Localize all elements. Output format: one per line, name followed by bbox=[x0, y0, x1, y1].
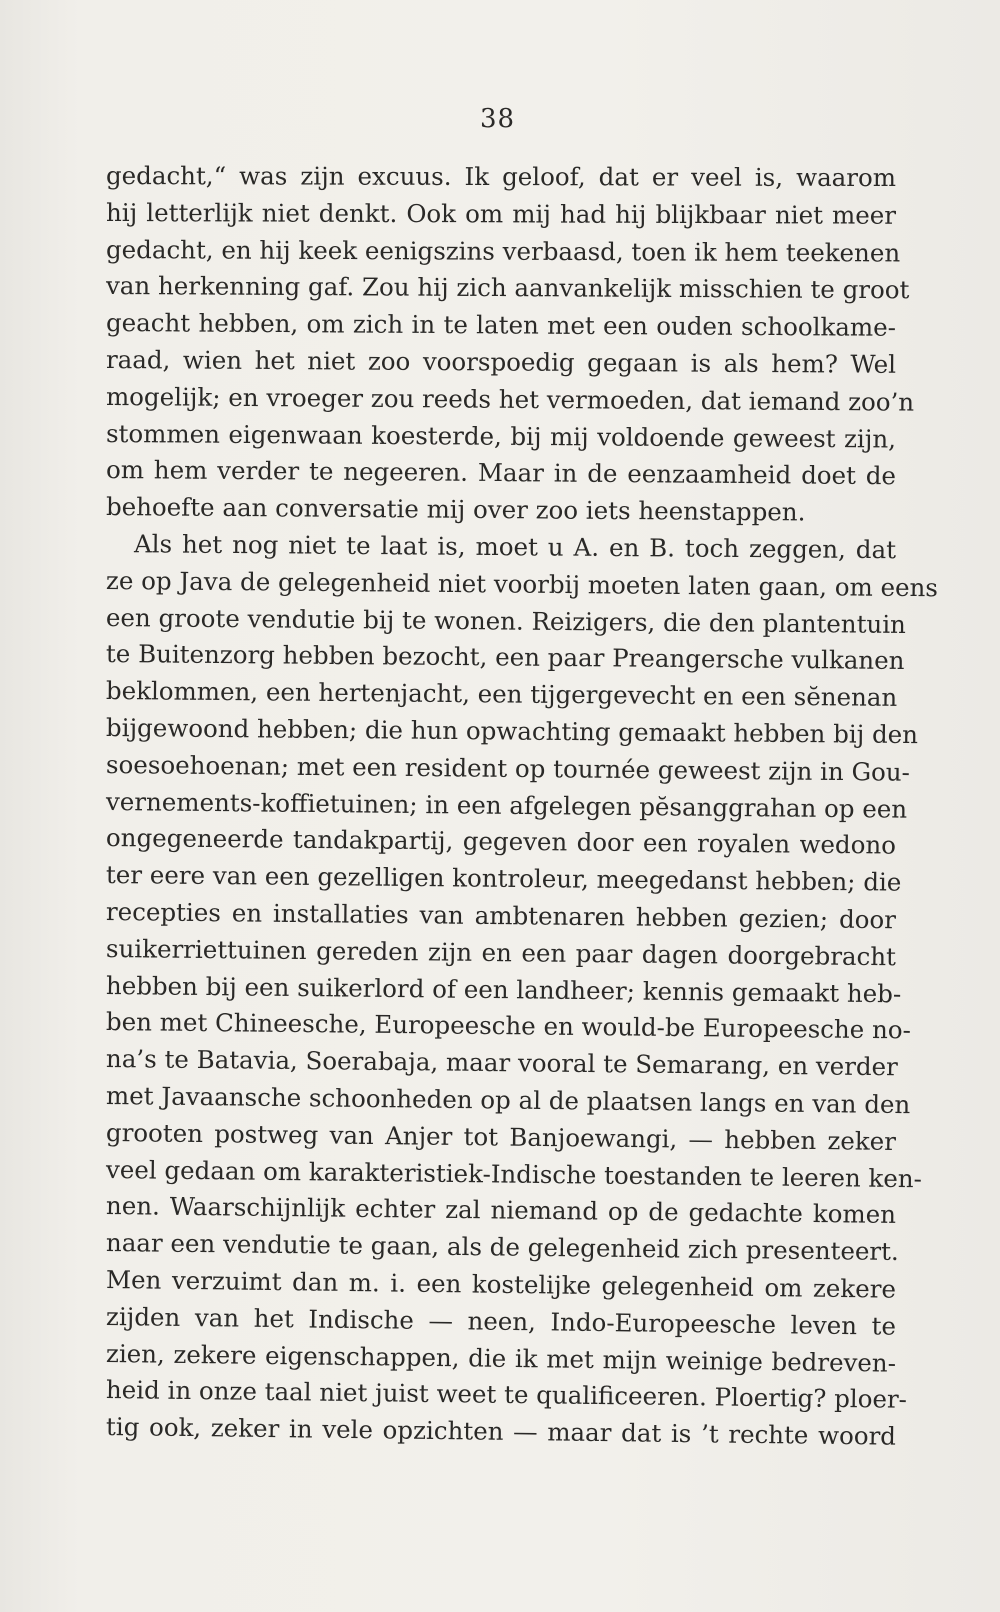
text-line: beklommen, een hertenjacht, een tijgergevecht en een sĕnenan bbox=[105, 676, 898, 713]
text-line: raad, wien het niet zoo voorspoedig gegaan is als hem? Wel bbox=[105, 344, 897, 379]
text-line: stommen eigenwaan koesterde, bij mij voldoende geweest zijn, bbox=[105, 418, 897, 454]
text-line: mogelijk; en vroeger zou reeds het vermoeden, dat iemand zoo’n bbox=[105, 381, 915, 417]
text-line: gedacht,“ was zijn excuus. Ik geloof, dat er veel is, waarom bbox=[105, 161, 897, 193]
text-line: zien, zekere eigenschappen, die ik met mijn weinige bedreven- bbox=[105, 1338, 897, 1378]
text-line: geacht hebben, om zich in te laten met een ouden schoolkame- bbox=[105, 308, 897, 343]
text-line: ongegeneerde tandakpartij, gegeven door een royalen wedono bbox=[105, 823, 897, 860]
text-line: van herkenning gaf. Zou hij zich aanvankelijk misschien te groot bbox=[105, 271, 910, 305]
text-line: grooten postweg van Anjer tot Banjoewangi, — hebben zeker bbox=[105, 1117, 897, 1156]
text-line: ben met Chineesche, Europeesche en would-be Europeesche no- bbox=[105, 1007, 912, 1045]
page-number: 38 bbox=[480, 104, 516, 134]
text-line: gedacht, en hij keek eenigszins verbaasd, toen ik hem teekenen bbox=[105, 234, 901, 268]
text-line: zijden van het Indische — neen, Indo-Europeesche leven te bbox=[105, 1301, 897, 1341]
text-line: om hem verder te negeeren. Maar in de eenzaamheid doet de bbox=[105, 455, 897, 491]
text-line: nen. Waarschijnlijk echter zal niemand op de gedachte komen bbox=[105, 1191, 897, 1230]
text-line: hebben bij een suikerlord of een landheer; kennis gemaakt heb- bbox=[105, 970, 902, 1008]
page-text bbox=[105, 158, 939, 1451]
text-line: recepties en installaties van ambtenaren hebben gezien; door bbox=[105, 896, 897, 935]
text-line: heid in onze taal niet juist weet te qualificeeren. Ploertig? ploer- bbox=[105, 1375, 908, 1415]
text-line: Men verzuimt dan m. i. een kostelijke gelegenheid om zekere bbox=[105, 1264, 897, 1304]
text-line: te Buitenzorg hebben bezocht, een paar Preangersche vulkanen bbox=[105, 639, 905, 676]
text-line: een groote vendutie bij te wonen. Reizigers, die den plantentuin bbox=[105, 602, 907, 639]
text-line: hij letterlijk niet denkt. Ook om mij had hij blijkbaar niet meer bbox=[105, 197, 897, 230]
text-line: na’s te Batavia, Soerabaja, maar vooral te Semarang, en verder bbox=[105, 1044, 898, 1082]
text-line: met Javaansche schoonheden op al de plaatsen langs en van den bbox=[105, 1080, 911, 1120]
text-line: soesoehoenan; met een resident op tournée geweest zijn in Gou- bbox=[105, 749, 911, 787]
text-line: tig ook, zeker in vele opzichten — maar dat is ’t rechte woord bbox=[105, 1412, 897, 1451]
text-line: bijgewoond hebben; die hun opwachting gemaakt hebben bij den bbox=[105, 712, 919, 750]
text-line: vernements-koffietuinen; in een afgelegen pĕsanggrahan op een bbox=[105, 786, 908, 824]
text-line: suikerriettuinen gereden zijn en een paar dagen doorgebracht bbox=[105, 933, 897, 972]
text-line: behoefte aan conversatie mij over zoo iets heenstappen. bbox=[105, 492, 806, 527]
text-line: veel gedaan om karakteristiek-Indische toestanden te leeren ken- bbox=[105, 1154, 923, 1193]
text-line: naar een vendutie te gaan, als de gelegenheid zich presenteert. bbox=[105, 1228, 899, 1267]
text-line: ter eere van een gezelligen kontroleur, meegedanst hebben; die bbox=[105, 860, 902, 897]
text-line: Als het nog niet te laat is, moet u A. en B. toch zeggen, dat bbox=[133, 529, 897, 565]
text-line: ze op Java de gelegenheid niet voorbij moeten laten gaan, om eens bbox=[105, 565, 939, 603]
